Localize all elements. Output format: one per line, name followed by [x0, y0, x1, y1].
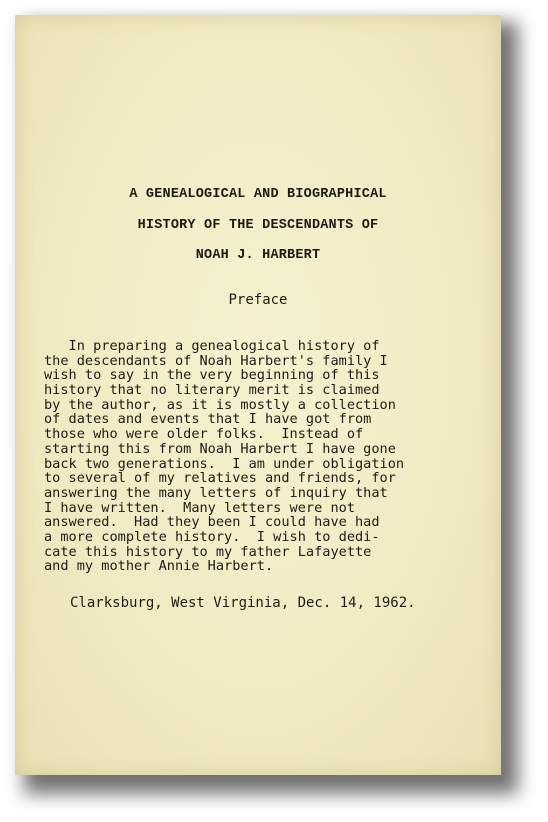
preface-heading: Preface — [228, 292, 288, 308]
preface-line: answered. Had they been I could have had — [44, 514, 380, 531]
preface-line: In preparing a genealogical history of — [44, 338, 380, 354]
preface-line: of dates and events that I have got from — [44, 411, 372, 428]
preface-line: the descendants of Noah Harbert's family I — [44, 352, 388, 369]
signoff-place-date: Clarksburg, West Virginia, Dec. 14, 1962. — [70, 595, 416, 611]
preface-line: those who were older folks. Instead of — [44, 426, 364, 443]
preface-line: a more complete history. I wish to dedi- — [44, 528, 380, 545]
preface-line: I have written. Many letters were not — [44, 499, 355, 516]
preface-line: starting this from Noah Harbert I have gone — [44, 440, 396, 457]
preface-line: to several of my relatives and friends, for — [44, 470, 396, 487]
preface-line: and my mother Annie Harbert. — [44, 558, 274, 575]
preface-line: history that no literary merit is claimed — [44, 382, 380, 399]
title-line-1: A GENEALOGICAL AND BIOGRAPHICAL — [129, 187, 387, 202]
title-line-3: NOAH J. HARBERT — [195, 248, 321, 263]
preface-body — [44, 339, 404, 574]
preface-line: back two generations. I am under obligation — [44, 455, 405, 472]
preface-line: by the author, as it is mostly a collection — [44, 396, 396, 413]
preface-line: cate this history to my father Lafayette — [44, 543, 372, 560]
preface-line: wish to say in the very beginning of this — [44, 367, 380, 384]
title-line-2: HISTORY OF THE DESCENDANTS OF — [137, 218, 379, 233]
document-page — [15, 15, 501, 775]
preface-line: answering the many letters of inquiry that — [44, 484, 388, 501]
